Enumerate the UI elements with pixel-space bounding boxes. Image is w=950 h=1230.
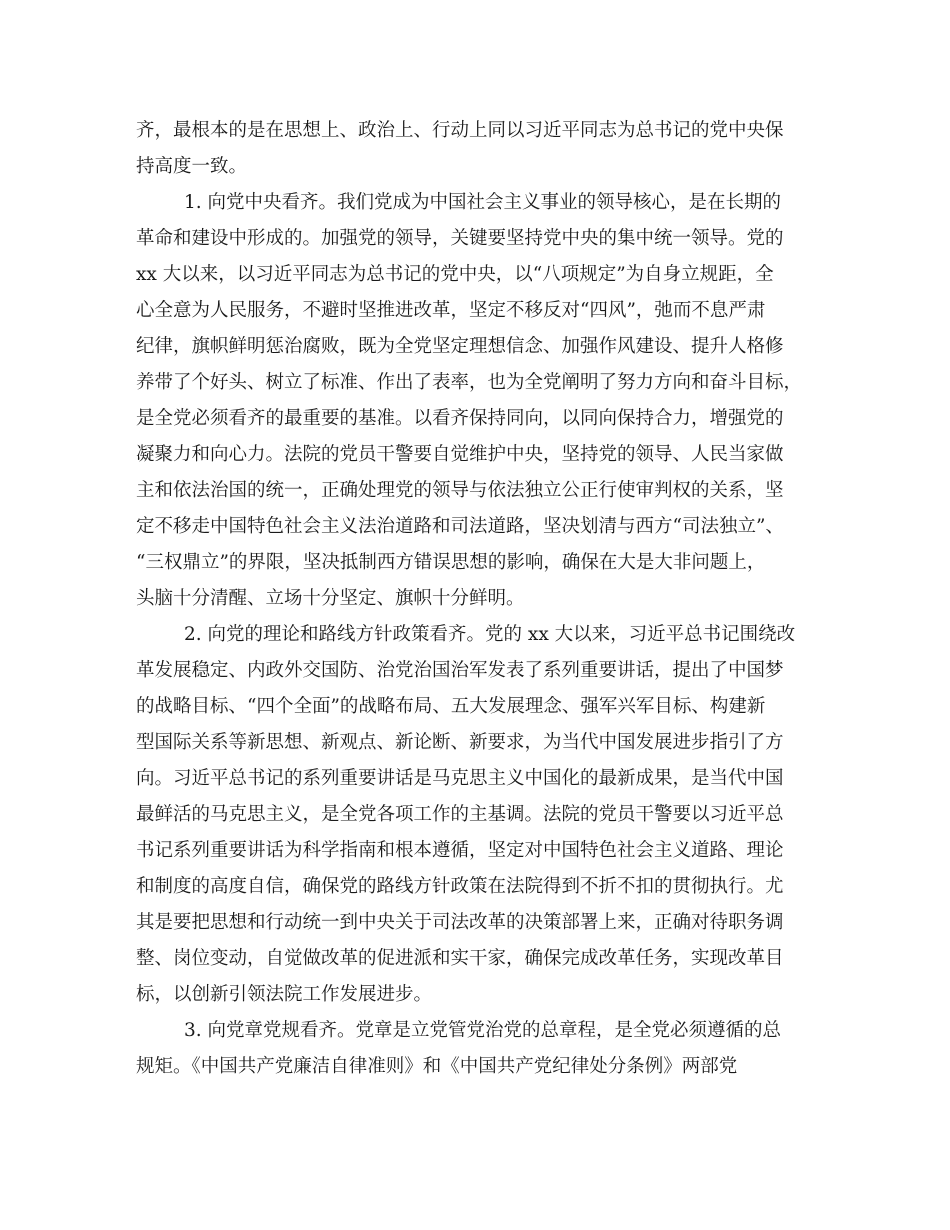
text-line: 型国际关系等新思想、新观点、新论断、新要求，为当代中国发展进步指引了方 [136, 732, 784, 753]
text-line: 标，以创新引领法院工作发展进步。 [136, 984, 433, 1005]
paragraph-heading-1: 1. 向党中央看齐。我们党成为中国社会主义事业的领导核心，是在长期的 [184, 192, 782, 213]
text-line: 革发展稳定、内政外交国防、治党治国治军发表了系列重要讲话，提出了中国梦 [136, 660, 784, 681]
text-line: 和制度的高度自信，确保党的路线方针政策在法院得到不折不扣的贯彻执行。尤 [136, 876, 784, 897]
text-line: 齐，最根本的是在思想上、政治上、行动上同以习近平同志为总书记的党中央保 [136, 120, 784, 141]
text-line: 革命和建设中形成的。加强党的领导，关键要坚持党中央的集中统一领导。党的 [136, 228, 784, 249]
text-line: 书记系列重要讲话为科学指南和根本遵循，坚定对中国特色社会主义道路、理论 [136, 840, 784, 861]
text-line: 的战略目标、“四个全面”的战略布局、五大发展理念、强军兴军目标、构建新 [136, 696, 766, 717]
paragraph-heading-3: 3. 向党章党规看齐。党章是立党管党治党的总章程，是全党必须遵循的总 [184, 1020, 782, 1041]
text-line: 持高度一致。 [136, 156, 248, 177]
text-line: 规矩。《中国共产党廉洁自律准则》和《中国共产党纪律处分条例》两部党 [136, 1056, 738, 1077]
text-line: 头脑十分清醒、立场十分坚定、旗帜十分鲜明。 [136, 588, 525, 609]
text-line: 向。习近平总书记的系列重要讲话是马克思主义中国化的最新成果，是当代中国 [136, 768, 784, 789]
text-line: 心全意为人民服务，不避时坚推进改革，坚定不移反对“四风”，弛而不息严肃 [136, 300, 766, 321]
text-line: 养带了个好头、树立了标准、作出了表率，也为全党阐明了努力方向和奋斗目标， [136, 372, 803, 393]
text-line: 其是要把思想和行动统一到中央关于司法改革的决策部署上来，正确对待职务调 [136, 912, 784, 933]
text-line: 定不移走中国特色社会主义法治道路和司法道路，坚决划清与西方“司法独立”、 [136, 516, 784, 537]
text-line: 最鲜活的马克思主义，是全党各项工作的主基调。法院的党员干警要以习近平总 [136, 804, 784, 825]
paragraph-heading-2: 2. 向党的理论和路线方针政策看齐。党的 xx 大以来，习近平总书记围绕改 [184, 624, 796, 645]
text-line: 凝聚力和向心力。法院的党员干警要自觉维护中央，坚持党的领导、人民当家做 [136, 444, 784, 465]
text-line: 是全党必须看齐的最重要的基准。以看齐保持同向，以同向保持合力，增强党的 [136, 408, 784, 429]
text-line: 主和依法治国的统一，正确处理党的领导与依法独立公正行使审判权的关系，坚 [136, 480, 784, 501]
text-line: xx 大以来，以习近平同志为总书记的党中央，以“八项规定”为自身立规距，全 [136, 264, 774, 285]
text-line: “三权鼎立”的界限，坚决抵制西方错误思想的影响，确保在大是大非问题上， [136, 552, 766, 573]
text-line: 整、岗位变动，自觉做改革的促进派和实干家，确保完成改革任务，实现改革目 [136, 948, 784, 969]
text-line: 纪律，旗帜鲜明惩治腐败，既为全党坚定理想信念、加强作风建设、提升人格修 [136, 336, 784, 357]
